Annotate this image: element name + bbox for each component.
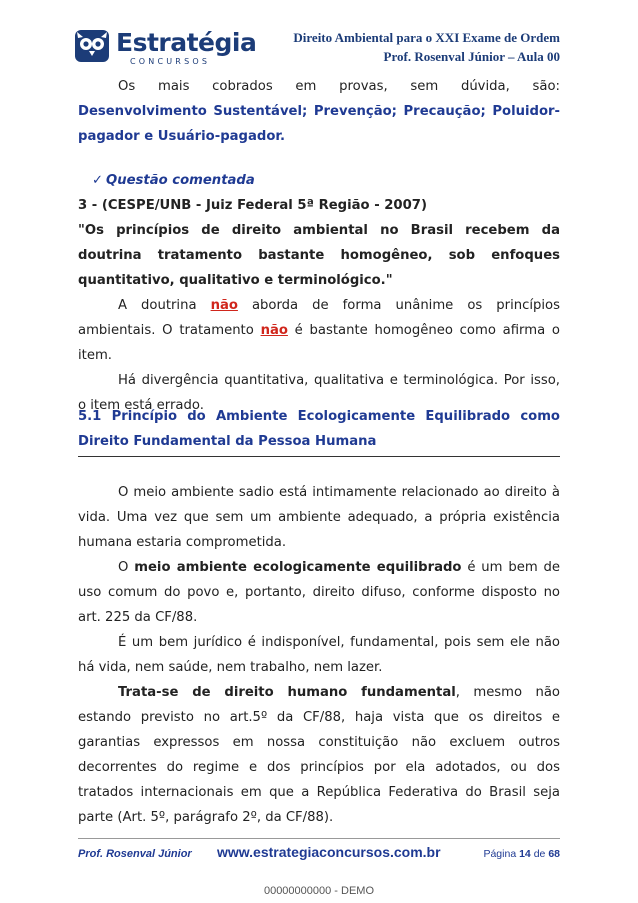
body-bold: meio ambiente ecologicamente equilibrado: [134, 560, 462, 575]
question-statement: "Os princípios de direito ambiental no Brasil recebem da doutrina tratamento bastante homogêneo, sob enfoques quantitativo, qualitativo e terminológico.": [78, 223, 560, 288]
page-current: 14: [519, 848, 531, 860]
intro-text: Os mais cobrados em provas, sem dúvida, são:: [118, 79, 560, 94]
owl-logo-icon: [74, 27, 112, 65]
body-text: , mesmo não estando previsto no art.5º da CF/88, haja vista que os direitos e garantias expressos em nossa constituição não excluem outros decorrentes do regime e dos princípios por ela adotados, ou dos tratados internacionais em que a República Federativa do Brasil seja parte (Art. 5º, parágrafo 2º, da CF/88).: [78, 685, 560, 825]
body-paragraph-3: É um bem jurídico é indisponível, fundamental, pois sem ele não há vida, nem saúde, nem trabalho, nem lazer.: [78, 635, 560, 675]
comment-text: aborda de forma unânime os princípios ambientais. O tratamento: [78, 298, 560, 338]
comment-paragraph-2: Há divergência quantitativa, qualitativa e terminológica. Por isso, o item está errado.: [78, 373, 560, 413]
body-paragraph-1: O meio ambiente sadio está intimamente relacionado ao direito à vida. Uma vez que sem um ambiente adequado, a própria existência humana estaria comprometida.: [78, 485, 560, 550]
comment-text: é bastante homogêneo como afirma o item.: [78, 323, 560, 363]
intro-paragraph: [78, 74, 560, 149]
page-label: Página: [483, 848, 517, 860]
main-content: [78, 74, 560, 418]
page-of: de: [533, 848, 546, 860]
question-heading-text: Questão comentada: [106, 173, 255, 188]
question-ref: 3 - (CESPE/UNB - Juiz Federal 5ª Região - 2007): [78, 198, 427, 213]
footer-author: Prof. Rosenval Júnior: [78, 848, 192, 860]
body-text: O: [118, 560, 135, 575]
comment-paragraph-1: [78, 293, 560, 368]
emphasis-nao: não: [260, 323, 288, 338]
section-title: 5.1 Princípio do Ambiente Ecologicamente Equilibrado como Direito Fundamental da Pessoa Humana: [78, 409, 560, 449]
emphasis-nao: não: [210, 298, 238, 313]
section-heading: [78, 404, 560, 454]
footer-divider: [78, 838, 560, 839]
body-bold: Trata-se de direito humano fundamental: [118, 685, 456, 700]
footer-website-link[interactable]: www.estrategiaconcursos.com.br: [217, 844, 441, 860]
body-paragraph-4: [78, 680, 560, 830]
estrategia-logo: [74, 27, 257, 71]
question-heading: [78, 168, 560, 193]
section-divider: [78, 456, 560, 457]
footer-page-number: [483, 848, 560, 860]
checkmark-icon: ✓: [92, 173, 104, 188]
header-course: Direito Ambiental para o XXI Exame de Ordem: [293, 30, 560, 45]
header-professor: Prof. Rosenval Júnior – Aula 00: [383, 49, 560, 64]
comment-text: A doutrina: [118, 298, 211, 313]
page-total: 68: [548, 848, 560, 860]
page-header: [293, 28, 560, 66]
logo-name: Estratégia: [116, 28, 257, 57]
body-paragraph-2: [78, 555, 560, 630]
intro-highlight: Desenvolvimento Sustentável; Prevenção; Precaução; Poluidor-pagador e Usuário-pagador.: [78, 104, 560, 144]
logo-sub: CONCURSOS: [130, 57, 211, 66]
page-footer: [78, 844, 560, 864]
section-body: [78, 480, 560, 830]
demo-watermark: 00000000000 - DEMO: [263, 885, 375, 897]
body-text: é um bem de uso comum do povo e, portanto, direito difuso, conforme disposto no art. 225 da CF/88.: [78, 560, 561, 625]
